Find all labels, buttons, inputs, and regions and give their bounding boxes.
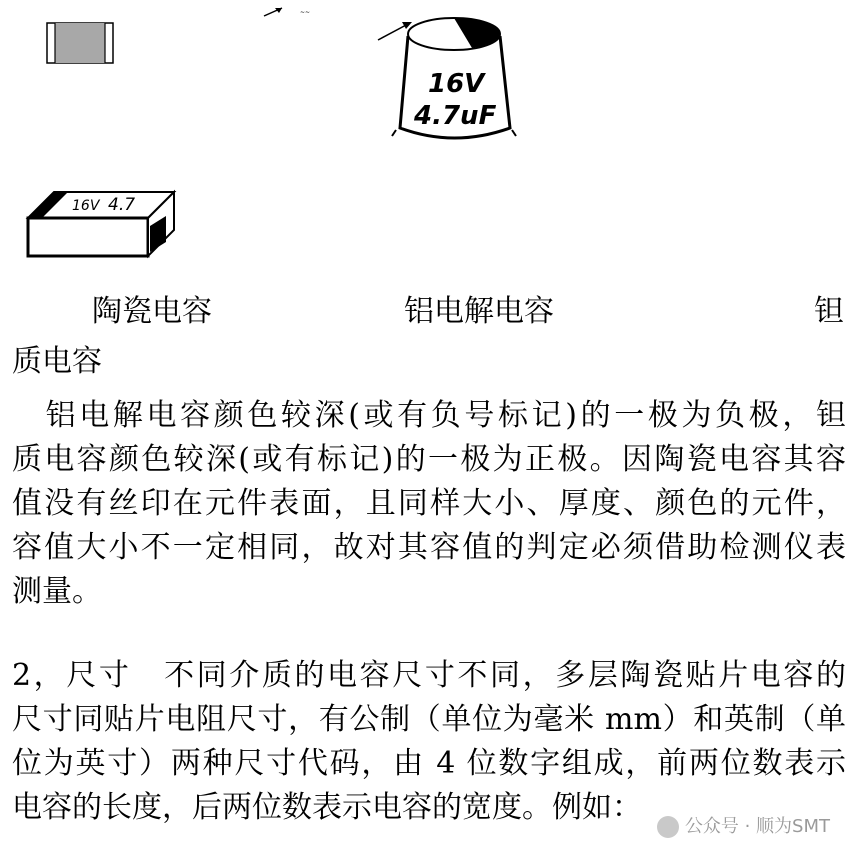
paragraph-line: 尺寸同贴片电阻尺寸，有公制（单位为毫米 mm）和英制（单 [12,702,846,737]
tantalum-capacitance-label: 4.7 [108,195,136,215]
paragraph-line: 铝电解电容颜色较深(或有负号标记)的一极为负极，钽 [12,398,846,433]
paragraph-line: 2，尺寸 不同介质的电容尺寸不同，多层陶瓷贴片电容的 [12,658,846,693]
paragraph-line: 位为英寸）两种尺寸代码，由 4 位数字组成，前两位数表示 [12,746,846,781]
ceramic-capacitor-figure [40,18,120,70]
tantalum-capacitor-figure [22,186,182,262]
electrolytic-capacitance-label: 4.7uF [414,101,497,131]
paragraph-line: 值没有丝印在元件表面，且同样大小、厚度、颜色的元件， [12,486,846,521]
paragraph-line: 测量。 [12,574,102,609]
electrolytic-voltage-label: 16V [428,69,485,99]
caption-electrolytic: 铝电解电容 [404,294,554,329]
paragraph-polarity [12,394,846,614]
electrolytic-capacitor-figure [372,8,522,146]
watermark-text: 公众号 · 顺为SMT [684,816,830,837]
paragraph-line: 质电容颜色较深(或有标记)的一极为正极。因陶瓷电容其容 [12,442,846,477]
caption-tantalum: 钽 [814,294,844,329]
tantalum-voltage-label: 16V [72,198,100,214]
wechat-icon [657,816,679,838]
watermark [657,812,830,838]
arrow-mark [260,2,320,22]
paragraph-line: 电容的长度，后两位数表示电容的宽度。例如： [12,790,642,825]
caption-ceramic: 陶瓷电容 [92,294,212,329]
paragraph-size [12,654,846,830]
caption-tantalum-continued: 质电容 [12,344,102,379]
svg-text:~~: ~~ [300,9,311,16]
paragraph-line: 容值大小不一定相同，故对其容值的判定必须借助检测仪表 [12,530,846,565]
